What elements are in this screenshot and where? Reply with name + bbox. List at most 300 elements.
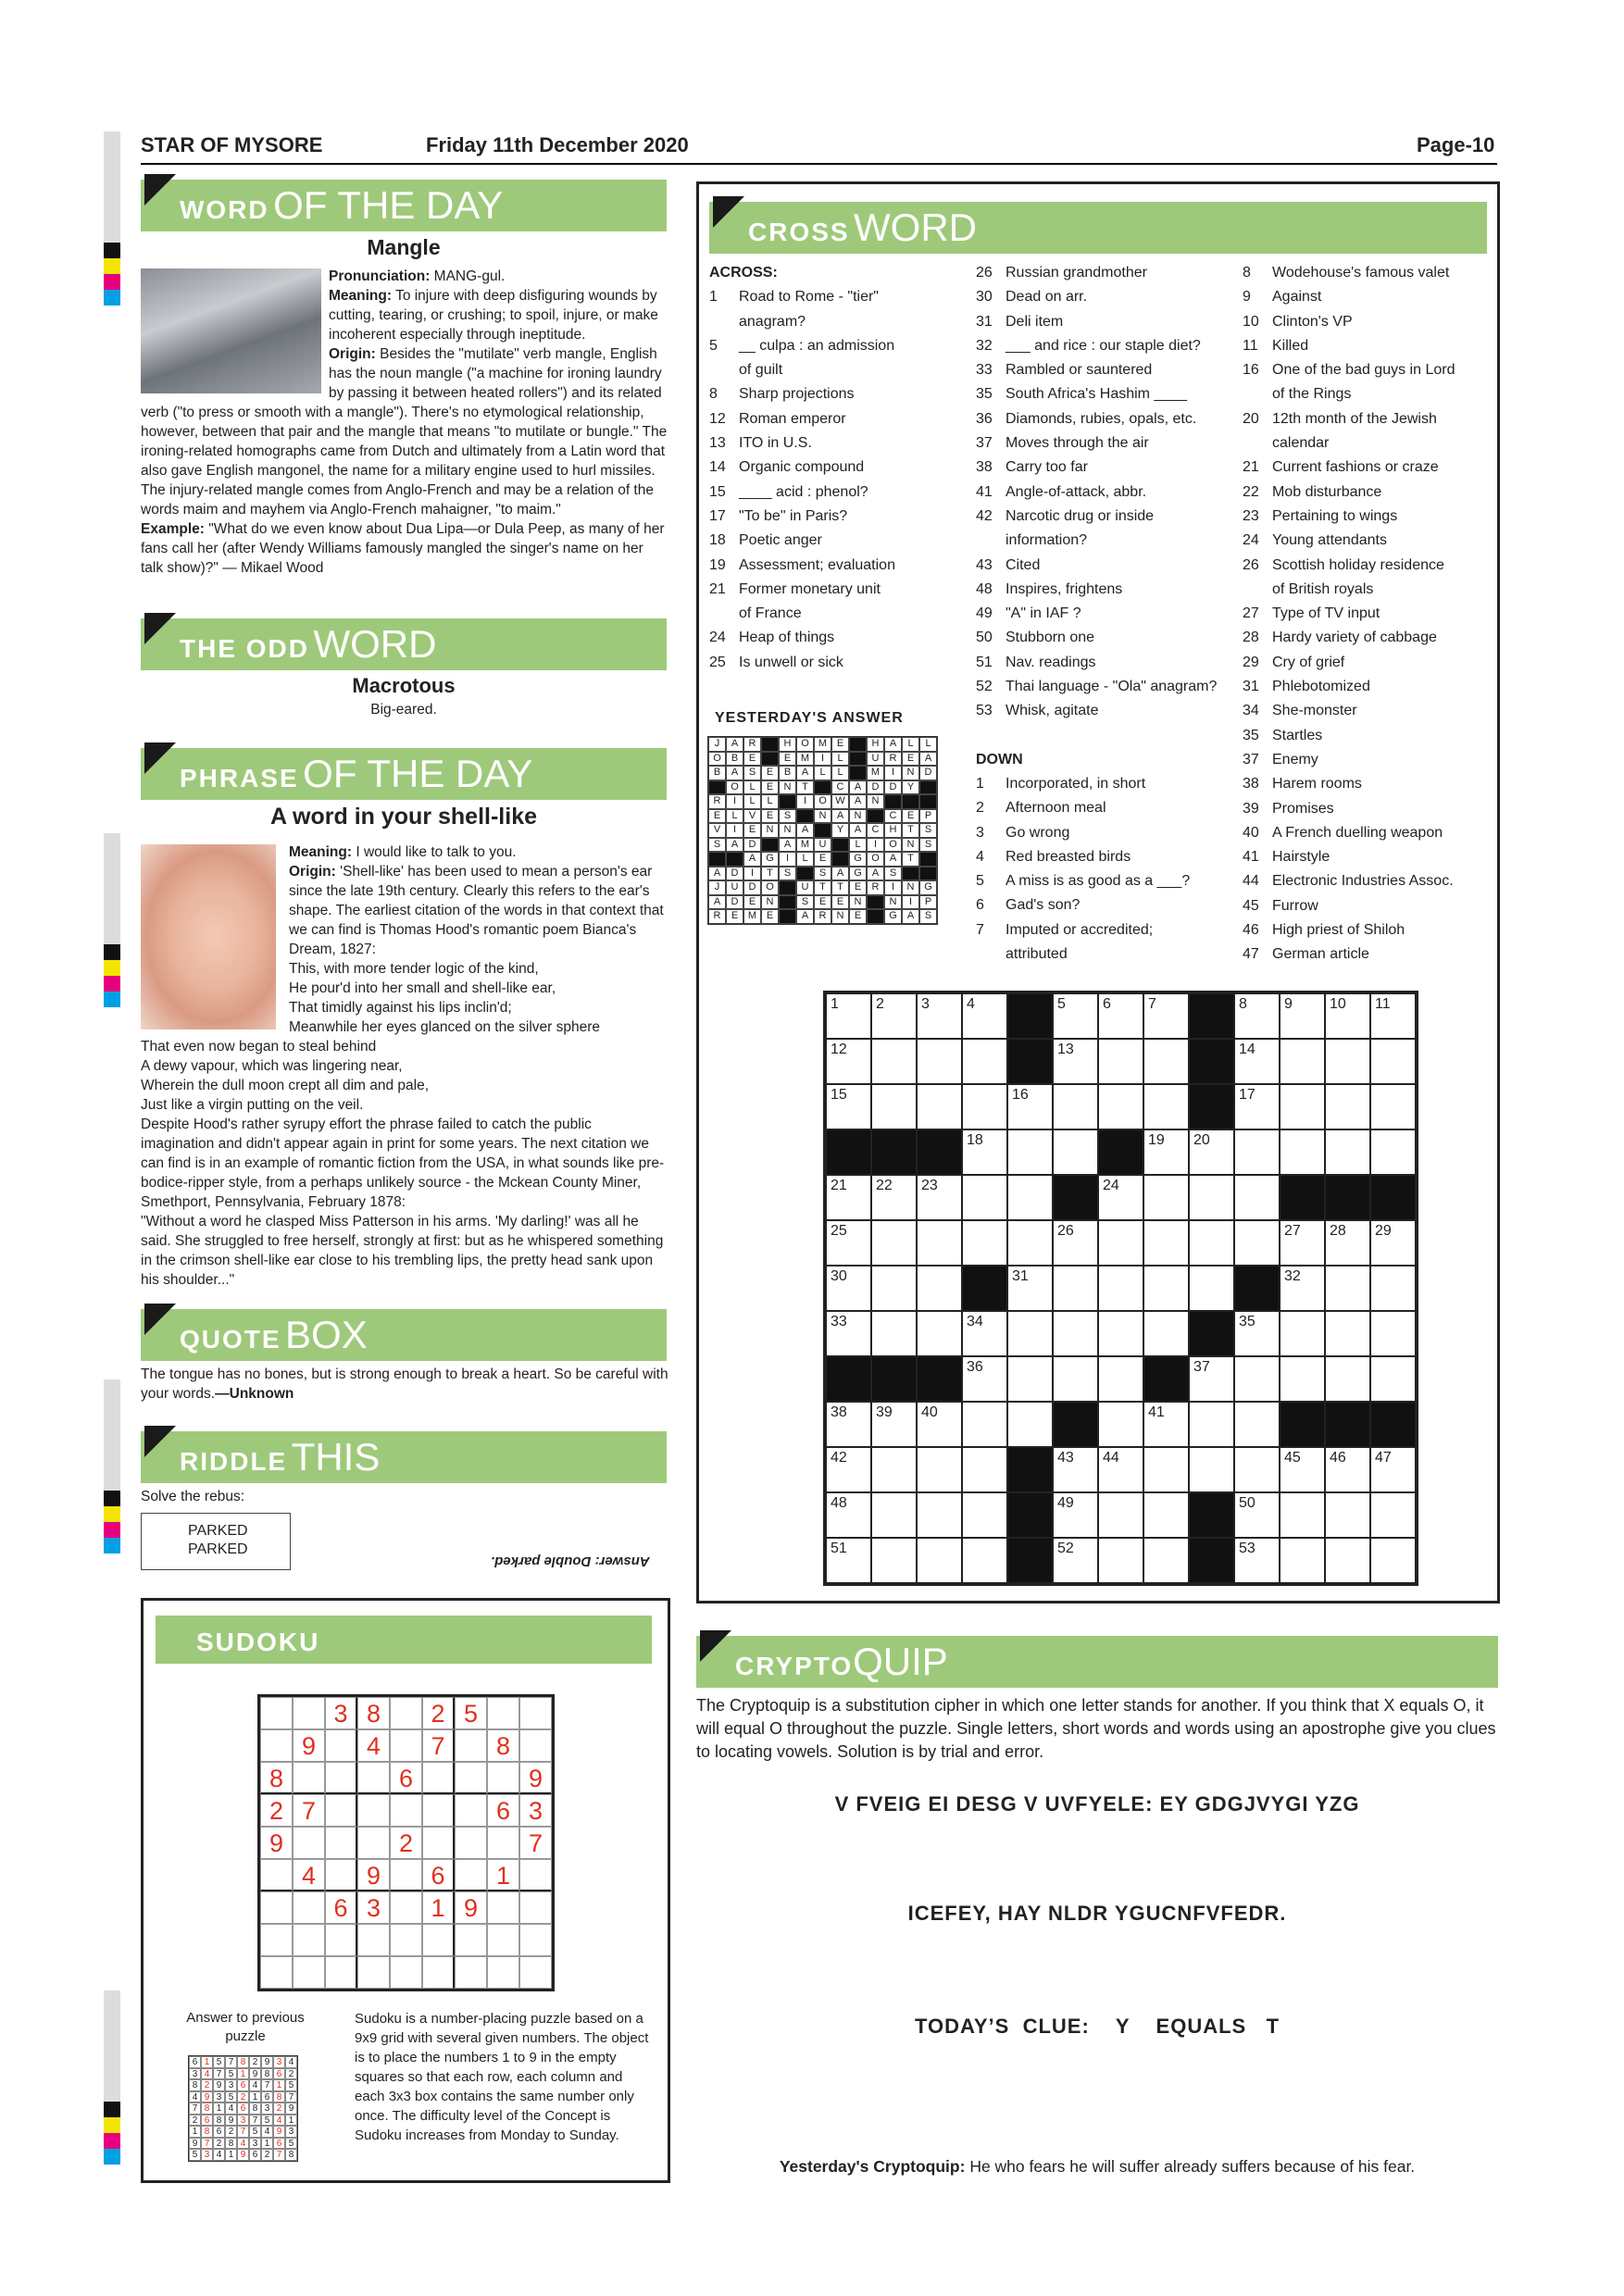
sudoku-answer-cell: 1 (285, 2115, 297, 2127)
sudoku-empty-cell[interactable] (487, 1697, 519, 1729)
crossword-cell[interactable] (871, 1220, 917, 1266)
crossword-cell[interactable] (1143, 1538, 1189, 1583)
sudoku-empty-cell[interactable] (357, 1924, 390, 1956)
sudoku-empty-cell[interactable] (519, 1956, 552, 1989)
crossword-cell[interactable] (1234, 1447, 1280, 1492)
sudoku-empty-cell[interactable] (519, 1924, 552, 1956)
crossword-cell[interactable] (1098, 1266, 1143, 1311)
crossword-cell[interactable] (1053, 1356, 1098, 1402)
crossword-cell[interactable] (917, 1175, 962, 1220)
crossword-cell[interactable] (962, 1311, 1007, 1356)
yesterday-letter-cell: I (726, 794, 743, 809)
yesterday-letter-cell: A (796, 823, 814, 838)
crossword-cell[interactable] (1370, 1356, 1416, 1402)
sudoku-empty-cell[interactable] (422, 1827, 455, 1859)
crossword-cell[interactable] (1370, 1129, 1416, 1175)
sudoku-answer-cell: 2 (213, 2138, 225, 2150)
crossword-cell[interactable] (1280, 1356, 1325, 1402)
crossword-cell[interactable] (1234, 1356, 1280, 1402)
sudoku-empty-cell[interactable] (519, 1729, 552, 1762)
crossword-cell[interactable] (1325, 1220, 1370, 1266)
sudoku-empty-cell[interactable] (455, 1859, 487, 1891)
crossword-cell[interactable] (826, 1538, 871, 1583)
yesterday-letter-cell: G (849, 867, 867, 881)
crossword-black-cell (1280, 1175, 1325, 1220)
crossword-cell[interactable] (1189, 1402, 1234, 1447)
sudoku-empty-cell[interactable] (519, 1891, 552, 1924)
crossword-cell-number: 16 (1012, 1087, 1029, 1103)
crossword-cell[interactable] (1053, 1311, 1098, 1356)
crossword-cell[interactable] (1007, 1402, 1053, 1447)
crossword-cell[interactable] (1007, 1266, 1053, 1311)
yesterday-letter-cell: A (726, 737, 743, 752)
crossword-cell[interactable] (1234, 1402, 1280, 1447)
crossword-cell-number: 49 (1057, 1495, 1074, 1511)
sudoku-empty-cell[interactable] (455, 1762, 487, 1794)
crossword-cell[interactable] (1053, 1039, 1098, 1084)
sudoku-empty-cell[interactable] (487, 1924, 519, 1956)
crossword-cell[interactable] (871, 1039, 917, 1084)
crossword-cell[interactable] (1370, 1492, 1416, 1538)
crossword-cell[interactable] (1234, 1129, 1280, 1175)
crossword-cell[interactable] (1143, 1311, 1189, 1356)
clue-a1-2: 5 __ culpa : an admission (709, 337, 895, 354)
crossword-cell[interactable] (871, 1492, 917, 1538)
sudoku-answer-cell: 3 (225, 2079, 237, 2091)
crossword-cell[interactable] (962, 1492, 1007, 1538)
sudoku-answer-cell: 8 (225, 2138, 237, 2150)
crossword-cell[interactable] (1280, 1447, 1325, 1492)
sudoku-empty-cell[interactable] (260, 1729, 293, 1762)
yesterday-cryptoquip: Yesterday's Cryptoquip: He who fears he will suffer already suffers because of his fear. (779, 2157, 1416, 2176)
crossword-cell[interactable] (1053, 1129, 1098, 1175)
crossword-black-cell (1053, 1175, 1098, 1220)
yesterday-letter-cell: I (884, 880, 902, 895)
sudoku-empty-cell[interactable] (390, 1924, 422, 1956)
crossword-cell[interactable] (1280, 1311, 1325, 1356)
sudoku-empty-cell[interactable] (455, 1956, 487, 1989)
sudoku-empty-cell[interactable] (293, 1762, 325, 1794)
sudoku-empty-cell[interactable] (325, 1794, 357, 1827)
crossword-cell[interactable] (1370, 1084, 1416, 1129)
crossword-cell[interactable] (917, 1492, 962, 1538)
clue-d2-8: 21 Current fashions or craze (1243, 459, 1439, 476)
crossword-cell[interactable] (1280, 1039, 1325, 1084)
clue-d1-1: 2 Afternoon meal (976, 800, 1106, 817)
crossword-cell[interactable] (1370, 993, 1416, 1039)
crossword-cell[interactable] (1053, 1084, 1098, 1129)
crossword-cell[interactable] (1234, 1084, 1280, 1129)
crossword-cell[interactable] (1007, 1356, 1053, 1402)
crossword-cell[interactable] (1280, 1266, 1325, 1311)
crossword-cell[interactable] (1007, 1175, 1053, 1220)
sudoku-empty-cell[interactable] (325, 1956, 357, 1989)
clue-d1-6: 7 Imputed or accredited; (976, 921, 1154, 938)
sudoku-empty-cell[interactable] (519, 1859, 552, 1891)
crossword-cell[interactable] (1143, 1447, 1189, 1492)
crossword-cell[interactable] (826, 1311, 871, 1356)
crossword-cell[interactable] (1234, 1538, 1280, 1583)
crossword-cell[interactable] (826, 1492, 871, 1538)
crossword-cell[interactable] (1325, 1492, 1370, 1538)
yesterday-letter-cell: L (743, 794, 761, 809)
yesterday-letter-cell: E (902, 809, 919, 824)
sudoku-empty-cell[interactable] (455, 1924, 487, 1956)
crossword-cell[interactable] (1280, 1129, 1325, 1175)
crossword-cell[interactable] (826, 1039, 871, 1084)
crossword-cell[interactable] (1143, 1175, 1189, 1220)
sudoku-answer-cell: 5 (285, 2138, 297, 2150)
clue-d1-7: attributed (1006, 946, 1068, 963)
sudoku-empty-cell[interactable] (260, 1697, 293, 1729)
sudoku-empty-cell[interactable] (325, 1729, 357, 1762)
yesterday-black-cell (726, 852, 743, 867)
sudoku-answer-cell: 8 (261, 2068, 273, 2080)
crossword-cell[interactable] (917, 1447, 962, 1492)
crossword-cell[interactable] (1325, 1129, 1370, 1175)
crossword-cell[interactable] (1098, 1084, 1143, 1129)
crossword-cell[interactable] (826, 993, 871, 1039)
yesterday-letter-cell: N (867, 794, 884, 809)
crossword-cell[interactable] (1370, 1039, 1416, 1084)
yesterday-letter-cell: B (779, 766, 796, 780)
sudoku-empty-cell[interactable] (390, 1859, 422, 1891)
clue-d2-15: 28 Hardy variety of cabbage (1243, 630, 1437, 646)
yesterday-letter-cell: O (814, 794, 831, 809)
sudoku-empty-cell[interactable] (390, 1729, 422, 1762)
crossword-cell[interactable] (1098, 1356, 1143, 1402)
sudoku-given-cell: 2 (390, 1827, 422, 1859)
crossword-cell[interactable] (962, 1402, 1007, 1447)
crossword-cell[interactable] (962, 1039, 1007, 1084)
yesterday-letter-cell: E (814, 895, 831, 910)
crossword-cell[interactable] (962, 1129, 1007, 1175)
sudoku-empty-cell[interactable] (357, 1827, 390, 1859)
clue-d2-9: 22 Mob disturbance (1243, 483, 1382, 500)
crossword-cell[interactable] (1325, 1039, 1370, 1084)
crossword-cell[interactable] (1098, 1402, 1143, 1447)
crossword-cell[interactable] (917, 1402, 962, 1447)
crossword-cell[interactable] (871, 1084, 917, 1129)
sudoku-given-cell: 3 (519, 1794, 552, 1827)
sudoku-answer-cell: 7 (273, 2149, 285, 2161)
sudoku-empty-cell[interactable] (293, 1697, 325, 1729)
sudoku-empty-cell[interactable] (293, 1956, 325, 1989)
crossword-cell[interactable] (1325, 993, 1370, 1039)
crossword-cell[interactable] (871, 1175, 917, 1220)
crossword-cell[interactable] (1053, 1492, 1098, 1538)
sudoku-empty-cell[interactable] (390, 1891, 422, 1924)
sudoku-empty-cell[interactable] (260, 1924, 293, 1956)
sudoku-empty-cell[interactable] (260, 1891, 293, 1924)
sudoku-given-cell: 6 (422, 1859, 455, 1891)
crossword-cell[interactable] (962, 993, 1007, 1039)
page-number: Page-10 (1417, 133, 1495, 156)
crossword-cell[interactable] (1143, 1220, 1189, 1266)
crossword-cell[interactable] (826, 1220, 871, 1266)
sudoku-empty-cell[interactable] (357, 1794, 390, 1827)
crossword-cell[interactable] (1280, 1084, 1325, 1129)
crossword-cell[interactable] (1325, 1084, 1370, 1129)
sudoku-answer-cell: 8 (285, 2149, 297, 2161)
across-clues-col1: ACROSS: 1 Road to Rome - "tier" anagram? 5 __ culpa : an admission of guilt 8 Sharp projections 12 Roman emperor 13 ITO in U.S. 14 Organic compound 15 ____ acid : phenol? 17 "To be" in Paris? 18 Poetic anger 19 Assessment; evaluation 21 Former monetary unit of France 24 Heap of things 25 Is unwell or sick (709, 261, 941, 675)
sudoku-empty-cell[interactable] (422, 1762, 455, 1794)
crossword-cell[interactable] (1143, 1492, 1189, 1538)
sudoku-empty-cell[interactable] (422, 1924, 455, 1956)
crossword-cell[interactable] (1098, 1175, 1143, 1220)
sudoku-answer-cell: 8 (213, 2115, 225, 2127)
sudoku-empty-cell[interactable] (357, 1762, 390, 1794)
clue-a1-13: of France (739, 605, 802, 622)
clue-d2-18: 34 She-monster (1243, 703, 1357, 719)
crossword-cell[interactable] (1143, 1129, 1189, 1175)
sudoku-answer-cell: 9 (189, 2138, 201, 2150)
crossword-cell[interactable] (871, 1402, 917, 1447)
crossword-cell[interactable] (1325, 1447, 1370, 1492)
crossword-black-cell (1189, 993, 1234, 1039)
crossword-cell[interactable] (1098, 1492, 1143, 1538)
sudoku-empty-cell[interactable] (260, 1859, 293, 1891)
yesterday-black-cell (779, 909, 796, 924)
sudoku-empty-cell[interactable] (455, 1827, 487, 1859)
crossword-cell[interactable] (1053, 1220, 1098, 1266)
sudoku-empty-cell[interactable] (487, 1827, 519, 1859)
sudoku-answer-cell: 4 (213, 2149, 225, 2161)
yesterday-letter-cell: G (919, 880, 937, 895)
yesterday-letter-cell: E (726, 909, 743, 924)
cryptoquip-clue: TODAY’S CLUE: Y EQUALS T (914, 2015, 1280, 2038)
crossword-cell[interactable] (1189, 1175, 1234, 1220)
crossword-cell[interactable] (871, 1538, 917, 1583)
crossword-cell-number: 31 (1012, 1268, 1029, 1284)
cryptoquip-intro: The Cryptoquip is a substitution cipher in which one letter stands for another. If you think that X equals O, it will equal O throughout the puzzle. Single letters, short words and words using an apostrophe give you clues to locating vowels. Solution is by trial and error. (696, 1696, 1496, 1761)
crossword-cell-number: 46 (1330, 1450, 1346, 1466)
yesterday-letter-cell: N (779, 780, 796, 795)
crossword-cell[interactable] (1189, 1356, 1234, 1402)
sudoku-answer-cell: 2 (189, 2115, 201, 2127)
crossword-cell[interactable] (826, 1266, 871, 1311)
yesterday-letter-cell: D (726, 867, 743, 881)
yesterday-letter-cell: D (743, 880, 761, 895)
crossword-cell[interactable] (962, 1084, 1007, 1129)
yesterday-letter-cell: L (919, 737, 937, 752)
sudoku-empty-cell[interactable] (390, 1794, 422, 1827)
crossword-cell[interactable] (917, 1220, 962, 1266)
crossword-cell[interactable] (1234, 993, 1280, 1039)
crossword-cell[interactable] (917, 1538, 962, 1583)
sudoku-given-cell: 1 (487, 1859, 519, 1891)
sudoku-empty-cell[interactable] (293, 1924, 325, 1956)
crossword-cell[interactable] (871, 1447, 917, 1492)
crossword-cell[interactable] (1234, 1039, 1280, 1084)
yesterday-letter-cell: E (743, 752, 761, 767)
clue-a2-8: 38 Carry too far (976, 459, 1088, 476)
yesterday-letter-cell: D (867, 780, 884, 795)
crossword-cell[interactable] (1370, 1447, 1416, 1492)
sudoku-empty-cell[interactable] (390, 1697, 422, 1729)
crossword-cell[interactable] (962, 1356, 1007, 1402)
yesterday-letter-cell: S (796, 895, 814, 910)
crossword-cell[interactable] (1143, 1266, 1189, 1311)
crossword-cell[interactable] (1280, 1492, 1325, 1538)
cryptoquip-line-1: V FVEIG EI DESG V UVFYELE: EY GDGJVYGI YZG (834, 1792, 1360, 1816)
yesterday-letter-cell: L (849, 838, 867, 853)
crossword-cell[interactable] (1234, 1220, 1280, 1266)
yesterday-letter-cell: N (849, 895, 867, 910)
sudoku-answer-cell: 4 (249, 2079, 261, 2091)
clue-d2-28: 47 German article (1243, 946, 1369, 963)
crossword-cell[interactable] (962, 1447, 1007, 1492)
crossword-cell[interactable] (962, 1538, 1007, 1583)
crossword-cell[interactable] (1007, 1311, 1053, 1356)
crossword-cell[interactable] (1098, 993, 1143, 1039)
crossword-cell[interactable] (1234, 1311, 1280, 1356)
crossword-cell-number: 26 (1057, 1223, 1074, 1239)
crossword-cell[interactable] (1234, 1175, 1280, 1220)
crossword-cell[interactable] (1053, 1266, 1098, 1311)
crossword-cell[interactable] (1370, 1311, 1416, 1356)
yesterday-letter-cell: A (849, 823, 867, 838)
sudoku-empty-cell[interactable] (357, 1956, 390, 1989)
crossword-cell[interactable] (1007, 1220, 1053, 1266)
sudoku-empty-cell[interactable] (325, 1924, 357, 1956)
clue-a2-12: 43 Cited (976, 556, 1041, 573)
sudoku-answer-cell: 4 (225, 2103, 237, 2115)
crossword-cell[interactable] (1370, 1266, 1416, 1311)
crossword-cell[interactable] (1007, 1084, 1053, 1129)
crossword-cell[interactable] (917, 1311, 962, 1356)
masthead-rule (141, 163, 1497, 165)
clue-d2-26: 45 Furrow (1243, 897, 1318, 914)
crossword-cell[interactable] (1280, 1538, 1325, 1583)
crossword-cell[interactable] (1053, 1447, 1098, 1492)
crossword-cell[interactable] (962, 1220, 1007, 1266)
yesterday-letter-cell: N (884, 895, 902, 910)
crossword-cell[interactable] (1325, 1356, 1370, 1402)
crossword-cell[interactable] (871, 1311, 917, 1356)
sudoku-empty-cell[interactable] (422, 1956, 455, 1989)
crossword-cell[interactable] (1098, 1039, 1143, 1084)
clue-a2-0: 26 Russian grandmother (976, 265, 1147, 281)
crossword-black-cell (1280, 1402, 1325, 1447)
crossword-cell[interactable] (1143, 993, 1189, 1039)
crossword-cell[interactable] (1143, 1402, 1189, 1447)
sudoku-answer-cell: 3 (261, 2103, 273, 2115)
sudoku-given-cell: 9 (293, 1729, 325, 1762)
sudoku-empty-cell[interactable] (293, 1891, 325, 1924)
crossword-cell[interactable] (1234, 1492, 1280, 1538)
yesterday-black-cell (919, 780, 937, 795)
sudoku-empty-cell[interactable] (487, 1956, 519, 1989)
clue-a1-6: 13 ITO in U.S. (709, 435, 812, 452)
sudoku-empty-cell[interactable] (325, 1827, 357, 1859)
word-of-the-day-body: Pronunciation: MANG-gul. Meaning: To injure with deep disfiguring wounds by cutting, tearing, or crushing; to spoil, injure, or make incoherent especially through ineptitude. Origin: Besides the "mutilate" verb mangle, English has the noun mangle ("a machine for ironing laundry by passing it between heated rollers") and its related verb ("to press or smooth with a mangle"). There's no etymological relationship, however, between that pair and the mangle that means "to mutilate or bungle." The ironing-related homographs came from Dutch and ultimately from a Latin word that also gave English mangonel, the name for a military engine used to hurl missiles. The injury-related mangle comes from Anglo-French and may be a relation of the words maim and mayhem via Anglo-French mahaigner, "to maim." Example: "What do we even know about Dua Lipa—or Dula Peep, as many of her fans call her (after Wendy Williams famously mangled the singer's name on her talk show)?" — Mikael Wood (141, 268, 668, 576)
yesterday-letter-cell: I (796, 794, 814, 809)
crossword-cell[interactable] (1098, 1220, 1143, 1266)
sudoku-empty-cell[interactable] (487, 1762, 519, 1794)
yesterday-black-cell (779, 895, 796, 910)
crossword-cell[interactable] (1143, 1039, 1189, 1084)
yesterday-black-cell (867, 909, 884, 924)
crossword-cell[interactable] (917, 1266, 962, 1311)
sudoku-empty-cell[interactable] (422, 1794, 455, 1827)
crossword-black-cell (1189, 1084, 1234, 1129)
yesterday-letter-cell: A (796, 909, 814, 924)
clue-a2-10: 42 Narcotic drug or inside (976, 507, 1155, 524)
sudoku-empty-cell[interactable] (455, 1794, 487, 1827)
sudoku-empty-cell[interactable] (390, 1956, 422, 1989)
crossword-cell[interactable] (1189, 1220, 1234, 1266)
crossword-cell[interactable] (1325, 1538, 1370, 1583)
crossword-cell[interactable] (1370, 1538, 1416, 1583)
crossword-cell[interactable] (1189, 1129, 1234, 1175)
clue-a1-3: of guilt (739, 362, 783, 379)
crossword-cell[interactable] (1370, 1220, 1416, 1266)
crossword-cell[interactable] (1325, 1311, 1370, 1356)
crossword-cell[interactable] (962, 1175, 1007, 1220)
crossword-cell[interactable] (826, 1447, 871, 1492)
sudoku-empty-cell[interactable] (325, 1762, 357, 1794)
sudoku-empty-cell[interactable] (260, 1956, 293, 1989)
crossword-cell[interactable] (1053, 993, 1098, 1039)
sudoku-empty-cell[interactable] (487, 1891, 519, 1924)
crossword-cell[interactable] (1007, 1129, 1053, 1175)
crossword-cell[interactable] (1143, 1084, 1189, 1129)
crossword-cell[interactable] (826, 1402, 871, 1447)
crossword-cell[interactable] (1053, 1538, 1098, 1583)
crossword-cell[interactable] (1189, 1266, 1234, 1311)
yesterday-letter-cell: L (831, 752, 849, 767)
yesterday-letter-cell: R (814, 909, 831, 924)
clue-d2-23: 40 A French duelling weapon (1243, 824, 1443, 841)
crossword-cell[interactable] (1189, 1447, 1234, 1492)
sudoku-answer-cell: 3 (213, 2091, 225, 2103)
crossword-cell[interactable] (871, 1266, 917, 1311)
crossword-cell[interactable] (871, 993, 917, 1039)
clue-a1-14: 24 Heap of things (709, 630, 835, 646)
crossword-cell[interactable] (1098, 1538, 1143, 1583)
yesterday-letter-cell: E (708, 809, 726, 824)
clue-a1-9: 17 "To be" in Paris? (709, 507, 848, 524)
crossword-cell[interactable] (826, 1084, 871, 1129)
crossword-cell[interactable] (1280, 993, 1325, 1039)
sudoku-answer-cell: 3 (237, 2115, 249, 2127)
crossword-black-cell (1007, 1447, 1053, 1492)
crossword-cell-number: 22 (876, 1178, 893, 1193)
clue-a2-1: 30 Dead on arr. (976, 289, 1088, 306)
crossword-cell[interactable] (917, 993, 962, 1039)
banner-corner-mark (144, 174, 176, 206)
yesterday-letter-cell: N (902, 880, 919, 895)
crossword-black-cell (1189, 1039, 1234, 1084)
clue-d1-2: 3 Go wrong (976, 824, 1070, 841)
crossword-cell[interactable] (1098, 1447, 1143, 1492)
clue-a2-13: 48 Inspires, frightens (976, 580, 1123, 597)
yesterday-letter-cell: E (849, 909, 867, 924)
sudoku-empty-cell[interactable] (293, 1827, 325, 1859)
crossword-cell[interactable] (1280, 1220, 1325, 1266)
sudoku-empty-cell[interactable] (455, 1729, 487, 1762)
crossword-cell-number: 23 (921, 1178, 938, 1193)
yesterday-letter-cell: O (867, 852, 884, 867)
crossword-cell[interactable] (1325, 1266, 1370, 1311)
crossword-cell[interactable] (917, 1039, 962, 1084)
crossword-cell[interactable] (917, 1084, 962, 1129)
sudoku-empty-cell[interactable] (519, 1697, 552, 1729)
crossword-cell[interactable] (826, 1175, 871, 1220)
sudoku-empty-cell[interactable] (325, 1859, 357, 1891)
crossword-cell[interactable] (1098, 1311, 1143, 1356)
